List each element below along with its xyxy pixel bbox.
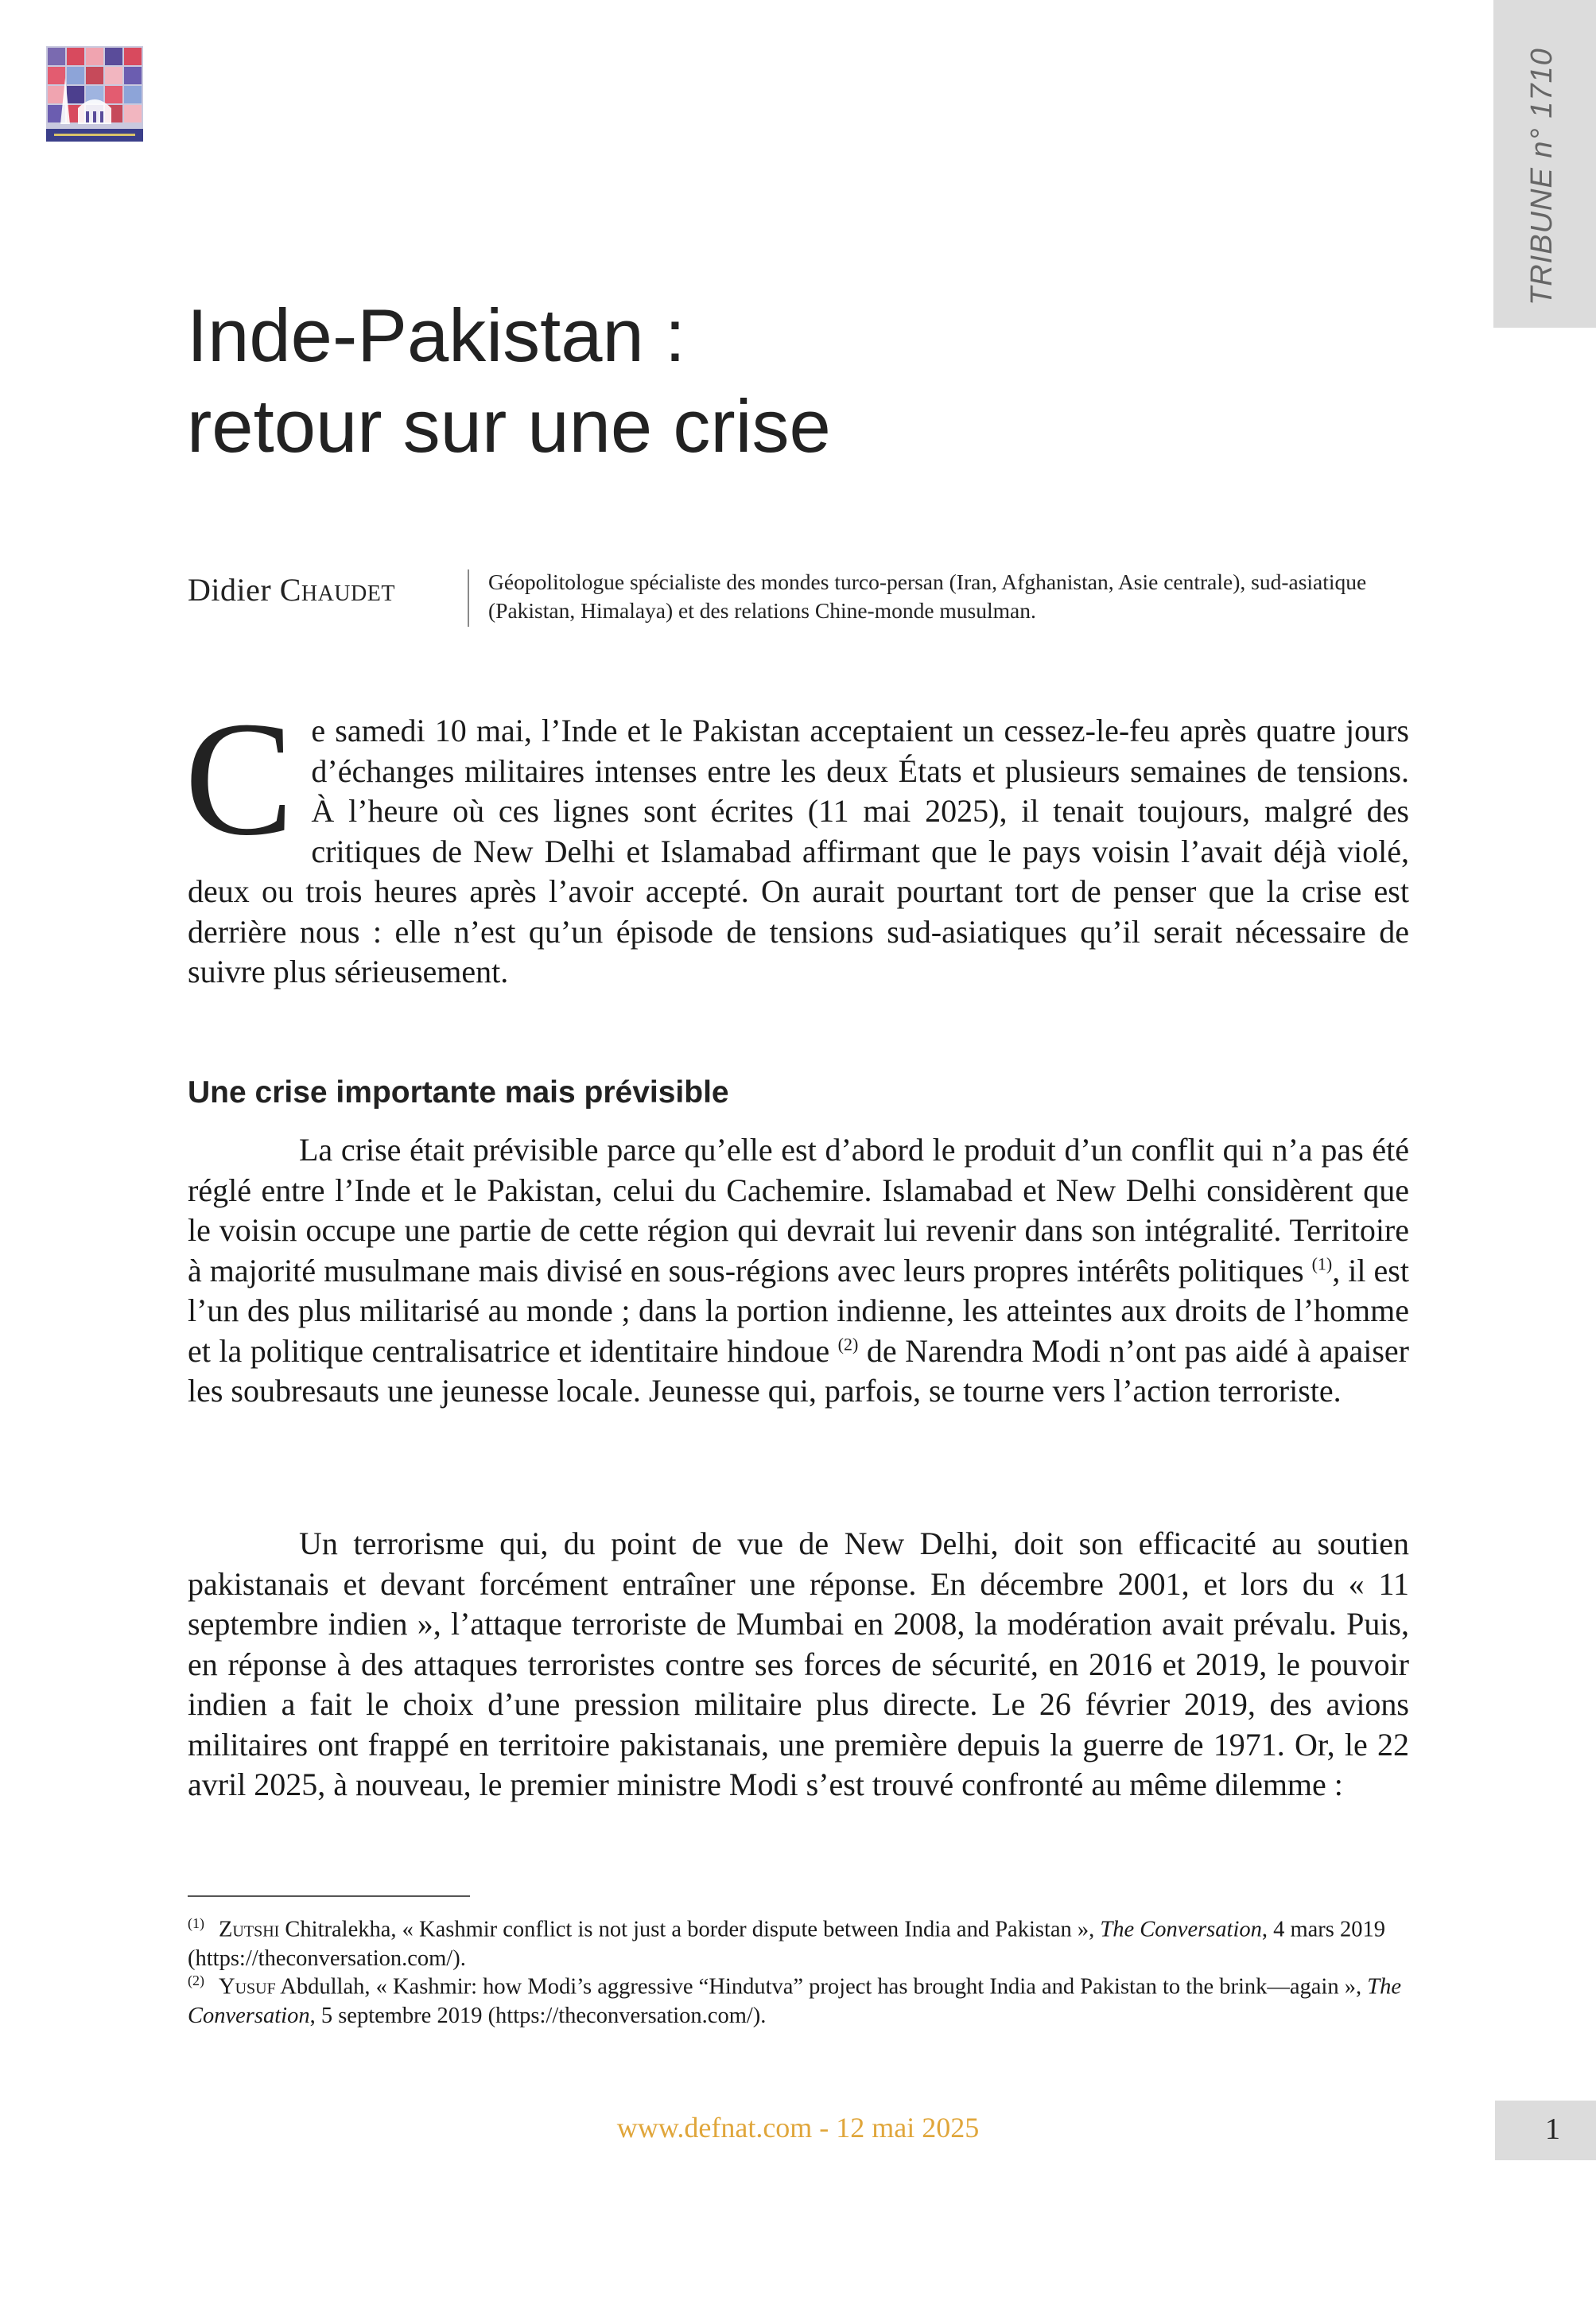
title-line-2: retour sur une crise [187, 384, 831, 468]
footer-url-date[interactable]: www.defnat.com - 12 mai 2025 [616, 2112, 980, 2144]
footnote-number: (2) [188, 1973, 204, 1988]
title-line-1: Inde-Pakistan : [187, 293, 686, 377]
page-title [187, 290, 1380, 472]
drop-cap: C [184, 687, 294, 869]
footnote-source: The Conversation [188, 1974, 1401, 2028]
footnote-text: Abdullah, « Kashmir: how Modi’s aggressive “Hindutva” project has brought India and Pakistan to the brink—again », [275, 1974, 1368, 2000]
tribune-number: TRIBUNE n° 1710 [1525, 48, 1559, 305]
paragraph-text: La crise était prévisible parce qu’elle est d’abord le produit d’un conflit qui n’a pas été réglé entre l’Inde et le Pakistan, celui du Cachemire. Islamabad et New Delhi considèrent que le voisin occupe une partie de cette région qui devrait lui revenir dans son intégralité. Territoire à majorité musulmane mais divisé en sous-régions avec leurs propres intérêts politiques [188, 1132, 1409, 1288]
author-divider [468, 569, 469, 627]
author-description: Géopolitologue spécialiste des mondes turco-persan (Iran, Afghanistan, Asie centrale), sud-asiatique (Pakistan, Himalaya) et des relations Chine-monde musulman. [488, 569, 1367, 623]
paragraph-text: de Narendra Modi n’ont pas aidé à apaiser les soubresauts une jeunesse locale. Jeunesse qui, parfois, se tourne vers l’action terroriste. [188, 1332, 1409, 1409]
footnote-ref-2[interactable]: (2) [837, 1334, 859, 1355]
footnote-author: Yusuf [219, 1974, 276, 2000]
paragraph-text: , il est l’un des plus militarisé au monde ; dans la portion indienne, les atteintes aux droits de l’homme et la politique centralisatrice et identitaire hindoue [188, 1252, 1409, 1369]
section-heading: Une crise importante mais prévisible [188, 1075, 729, 1110]
footnote-text: , 4 mars 2019 (https://theconversation.com/). [188, 1917, 1386, 1971]
author-name [188, 571, 395, 608]
footnote-text: Chitralekha, « Kashmir conflict is not just a border dispute between India and Pakistan », [279, 1917, 1101, 1942]
body-paragraph-2: Un terrorisme qui, du point de vue de New Delhi, doit son efficacité au soutien pakistanais et devant forcément entraîner une réponse. En décembre 2001, et lors du « 11 septembre indien », l’attaque terroriste de Mumbai en 2008, la modération avait prévalu. Puis, en réponse à des attaques terroristes contre ses forces de sécurité, en 2016 et 2019, le pouvoir indien a fait le choix d’une pression militaire plus directe. Le 26 février 2019, des avions militaires ont frappé en territoire pakistanais, une première depuis la guerre de 1971. Or, le 22 avril 2025, à nouveau, le premier ministre Modi s’est trouvé confronté au même dilemme : [188, 1526, 1409, 1802]
page-number: 1 [1545, 2112, 1560, 2146]
defense-nationale-logo-icon [46, 46, 143, 142]
body-paragraph-1 [188, 1130, 1409, 1412]
footnote-text: , 5 septembre 2019 (https://theconversation.com/). [309, 2003, 767, 2028]
intro-text: e samedi 10 mai, l’Inde et le Pakistan acceptaient un cessez-le-feu après quatre jours d’échanges militaires intenses entre les deux États et plusieurs semaines de tensions. À l’heure où ces lignes sont écrites (11 mai 2025), il tenait toujours, malgré des critiques de New Delhi et Islamabad affirmant que le pays voisin l’avait déjà violé, deux ou trois heures après l’avoir accepté. On aurait pourtant tort de penser que la crise est derrière nous : elle n’est qu’un épisode de tensions sud-asiatiques qu’il serait nécessaire de suivre plus sérieusement. [188, 713, 1409, 989]
footnote-author: Zutshi [219, 1917, 280, 1942]
footnote-ref-1[interactable]: (1) [1311, 1254, 1333, 1274]
footnote-source: The Conversation [1100, 1917, 1262, 1942]
footnote-divider [188, 1895, 470, 1897]
footnote-number: (1) [188, 1915, 204, 1931]
author-first-name: Didier [188, 572, 272, 608]
intro-paragraph [184, 687, 1409, 993]
footnote-1 [188, 1909, 1409, 1973]
author-last-name: Chaudet [279, 572, 395, 608]
footnote-2 [188, 1966, 1409, 2031]
